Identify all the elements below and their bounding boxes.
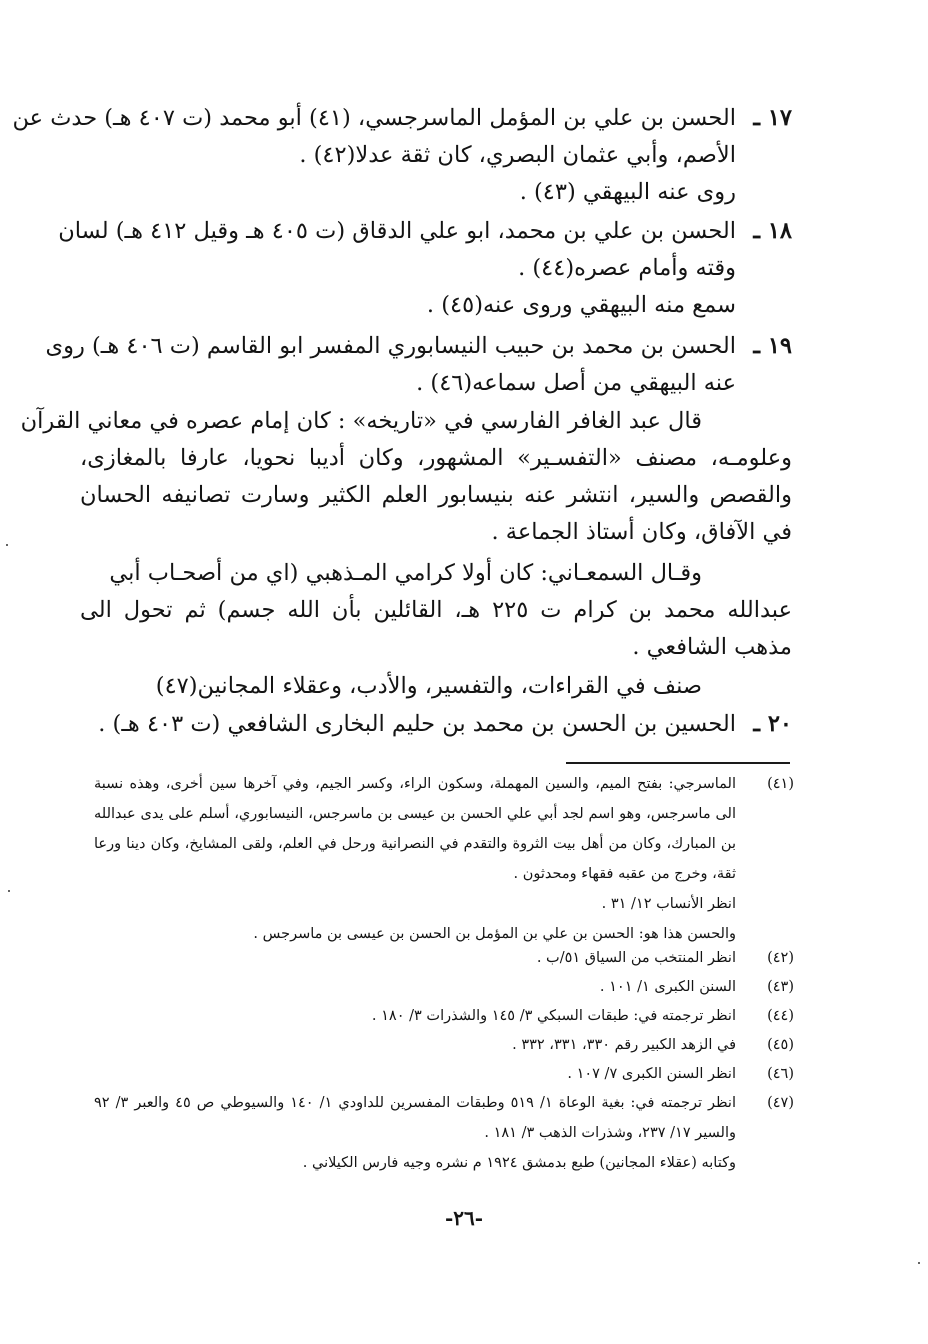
entry-text: روى عنه البيهقي (٤٣) . <box>519 179 736 205</box>
entry-text: سمع منه البيهقي وروى عنه(٤٥) . <box>426 292 736 318</box>
scan-speck <box>918 1262 920 1264</box>
footnote-43 <box>94 972 794 1002</box>
entry-text: الحسن بن علي بن محمد، ابو علي الدقاق (ت ٤٠٥ هـ وقيل ٤١٢ هـ) لسان <box>58 218 736 244</box>
biography-entry-18 <box>58 213 792 324</box>
entry-text: الحسين بن الحسن بن محمد بن حليم البخارى الشافعي (ت ٤٠٣ هـ) . <box>98 711 736 737</box>
footnote-text: انظر الأنساب ١٢/ ٣١ . <box>601 896 736 912</box>
scan-speck <box>6 544 8 546</box>
footnote-number: (٤٢) <box>767 950 794 966</box>
entry-text: الحسن بن محمد بن حبيب النيسابوري المفسر ابو القاسم (ت ٤٠٦ هـ) روى <box>45 333 736 359</box>
footnote-44 <box>94 1001 794 1031</box>
footnote-text: انظر المنتخب من السياق ٥١/ب . <box>536 950 736 966</box>
entry-text: وقته وأمام عصره(٤٤) . <box>518 255 736 281</box>
paragraph-line: قال عبد الغافر الفارسي في «تاريخه» : كان إمام عصره في معاني القرآن <box>20 408 702 434</box>
entry-number: ١٧ ـ <box>753 105 792 131</box>
entry-text: الحسن بن علي بن المؤمل الماسرجسي، (٤١) أبو محمد (ت ٤٠٧ هـ) حدث عن <box>12 105 736 131</box>
entry-line <box>80 706 792 743</box>
entry-text: الأصم، وأبي عثمان البصري، كان ثقة عدلا(٤٢) . <box>299 142 736 168</box>
quote-abd-al-ghafir <box>20 403 792 551</box>
entry-number: ٢٠ ـ <box>753 711 792 737</box>
scan-speck <box>8 890 10 892</box>
footnote-text: السنن الكبرى ١/ ١٠١ . <box>599 979 736 995</box>
entry-line <box>45 328 792 365</box>
footnote-number: (٤٣) <box>767 979 794 995</box>
paragraph-line: مذهب الشافعي . <box>632 634 792 660</box>
biography-entry-20 <box>80 706 792 743</box>
entry-number: ١٩ ـ <box>753 333 792 359</box>
footnote-text: الماسرجي: بفتح الميم، والسين المهملة، وسكون الراء، وكسر الجيم، وفي آخرها سين أخرى، وهذه نسبة <box>94 776 736 792</box>
footnote-text: في الزهد الكبير رقم ٣٣٠، ٣٣١، ٣٣٢ . <box>512 1037 736 1053</box>
footnote-41 <box>94 769 794 949</box>
footnote-text: والسير ١٧/ ٢٣٧، وشذرات الذهب ٣/ ١٨١ . <box>484 1125 736 1141</box>
paragraph-line: وعلومـه، مصنف «التفسـير» المشهور، وكان أديبا نحويا، عارفا بالمغازى، <box>80 445 792 471</box>
footnote-text: انظر ترجمته في: طبقات السبكي ٣/ ١٤٥ والشذرات ٣/ ١٨٠ . <box>371 1008 736 1024</box>
footnote-separator <box>566 762 790 764</box>
paragraph-line: عبدالله محمد بن كرام ت ٢٢٥ هـ، القائلين بأن الله جسم) ثم تحول الى <box>80 597 792 623</box>
entry-line <box>12 100 792 137</box>
footnote-47 <box>94 1088 794 1178</box>
footnote-number: (٤٥) <box>767 1037 794 1053</box>
entry-text: عنه البيهقي من أصل سماعه(٤٦) . <box>416 370 736 396</box>
footnote-46 <box>94 1059 794 1089</box>
works-paragraph <box>80 668 792 705</box>
paragraph-line: والقصص والسير، انتشر عنه بنيسابور العلم الكثير وسارت تصانيفه الحسان <box>80 482 792 508</box>
entry-line <box>58 213 792 250</box>
footnote-text: انظر ترجمته في: بغية الوعاة ١/ ٥١٩ وطبقات المفسرين للداودي ١/ ١٤٠ والسيوطي ص ٤٥ والعبر ٣/ ٩٢ <box>94 1095 736 1111</box>
footnote-text: والحسن هذا هو: الحسن بن علي بن المؤمل بن الحسن بن عيسى بن ماسرجس . <box>253 926 736 942</box>
entry-number: ١٨ ـ <box>753 218 792 244</box>
footnote-number: (٤٦) <box>767 1066 794 1082</box>
footnote-text: انظر السنن الكبرى ٧/ ١٠٧ . <box>567 1066 736 1082</box>
footnote-text: وكتابه (عقلاء المجانين) طبع بدمشق ١٩٢٤ م نشره وجيه فارس الكيلاني . <box>302 1155 736 1171</box>
quote-al-samani <box>80 555 792 666</box>
page-number: -٢٦- <box>444 1206 484 1230</box>
biography-entry-17 <box>12 100 792 211</box>
paragraph-line: في الآفاق، وكان أستاذ الجماعة . <box>491 519 792 545</box>
footnote-number: (٤١) <box>767 776 794 792</box>
footnote-42 <box>94 943 794 973</box>
footnote-text: بن المبارك، وكان من أهل بيت الثروة والتقدم في النصرانية ورحل في العلم، ولقى المشايخ، وكان دينا ورعا <box>94 836 736 852</box>
paragraph-line: وقـال السمعـاني: كان أولا كرامي المـذهبي (اي من أصحـاب أبي <box>109 560 702 586</box>
footnote-45 <box>94 1030 794 1060</box>
paragraph-line: صنف في القراءات، والتفسير، والأدب، وعقلاء المجانين(٤٧) <box>155 673 702 699</box>
footnote-number: (٤٤) <box>767 1008 794 1024</box>
footnote-number: (٤٧) <box>767 1095 794 1111</box>
biography-entry-19 <box>45 328 792 402</box>
footnote-text: الى ماسرجس، وهو اسم لجد أبي علي الحسن بن عيسى بن ماسرجس، النيسابوري، أسلم على يدى عبدالله <box>94 806 736 822</box>
footnote-text: ثقة، وخرج من عقبه فقهاء ومحدثون . <box>513 866 736 882</box>
